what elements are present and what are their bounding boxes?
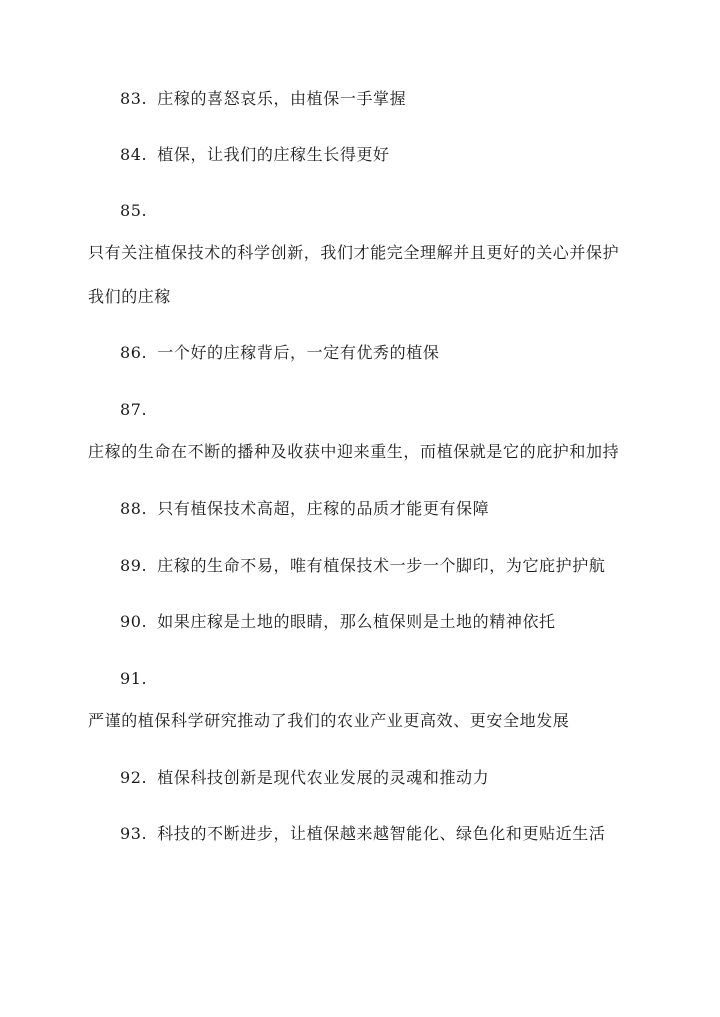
item-number: 93.	[120, 824, 148, 843]
list-item-89	[120, 556, 605, 576]
list-item-87-line1	[88, 442, 619, 462]
item-text: 一个好的庄稼背后，一定有优秀的植保	[157, 343, 440, 362]
list-item-84	[120, 145, 390, 165]
list-item-85-number	[120, 201, 147, 221]
item-text: 严谨的植保科学研究推动了我们的农业产业更高效、更安全地发展	[88, 711, 570, 730]
list-item-86	[120, 343, 439, 363]
item-number: 85.	[120, 201, 148, 220]
item-number: 90.	[120, 612, 148, 631]
item-number: 88.	[120, 499, 148, 518]
list-item-91-line1	[88, 711, 569, 731]
item-text: 我们的庄稼	[88, 287, 172, 306]
list-item-85-line1	[88, 243, 619, 263]
item-text: 只有植保技术高超，庄稼的品质才能更有保障	[157, 499, 490, 518]
list-item-88	[120, 499, 489, 519]
item-number: 83.	[120, 89, 148, 108]
item-text: 植保科技创新是现代农业发展的灵魂和推动力	[157, 768, 490, 787]
item-number: 84.	[120, 145, 148, 164]
list-item-91-number	[120, 669, 147, 689]
list-item-92	[120, 768, 489, 788]
item-text: 科技的不断进步，让植保越来越智能化、绿色化和更贴近生活	[157, 824, 606, 843]
item-number: 87.	[120, 400, 148, 419]
item-text: 如果庄稼是土地的眼睛，那么植保则是土地的精神依托	[157, 612, 556, 631]
item-text: 庄稼的生命不易，唯有植保技术一步一个脚印，为它庇护护航	[157, 556, 606, 575]
item-number: 91.	[120, 669, 148, 688]
item-number: 89.	[120, 556, 148, 575]
item-text: 植保，让我们的庄稼生长得更好	[157, 145, 390, 164]
list-item-90	[120, 612, 556, 632]
list-item-85-line2	[88, 287, 171, 307]
item-text: 只有关注植保技术的科学创新，我们才能完全理解并且更好的关心并保护	[88, 243, 620, 262]
item-number: 92.	[120, 768, 148, 787]
item-text: 庄稼的喜怒哀乐，由植保一手掌握	[157, 89, 407, 108]
item-text: 庄稼的生命在不断的播种及收获中迎来重生，而植保就是它的庇护和加持	[88, 442, 620, 461]
list-item-93	[120, 824, 605, 844]
list-item-83	[120, 89, 406, 109]
item-number: 86.	[120, 343, 148, 362]
list-item-87-number	[120, 400, 147, 420]
